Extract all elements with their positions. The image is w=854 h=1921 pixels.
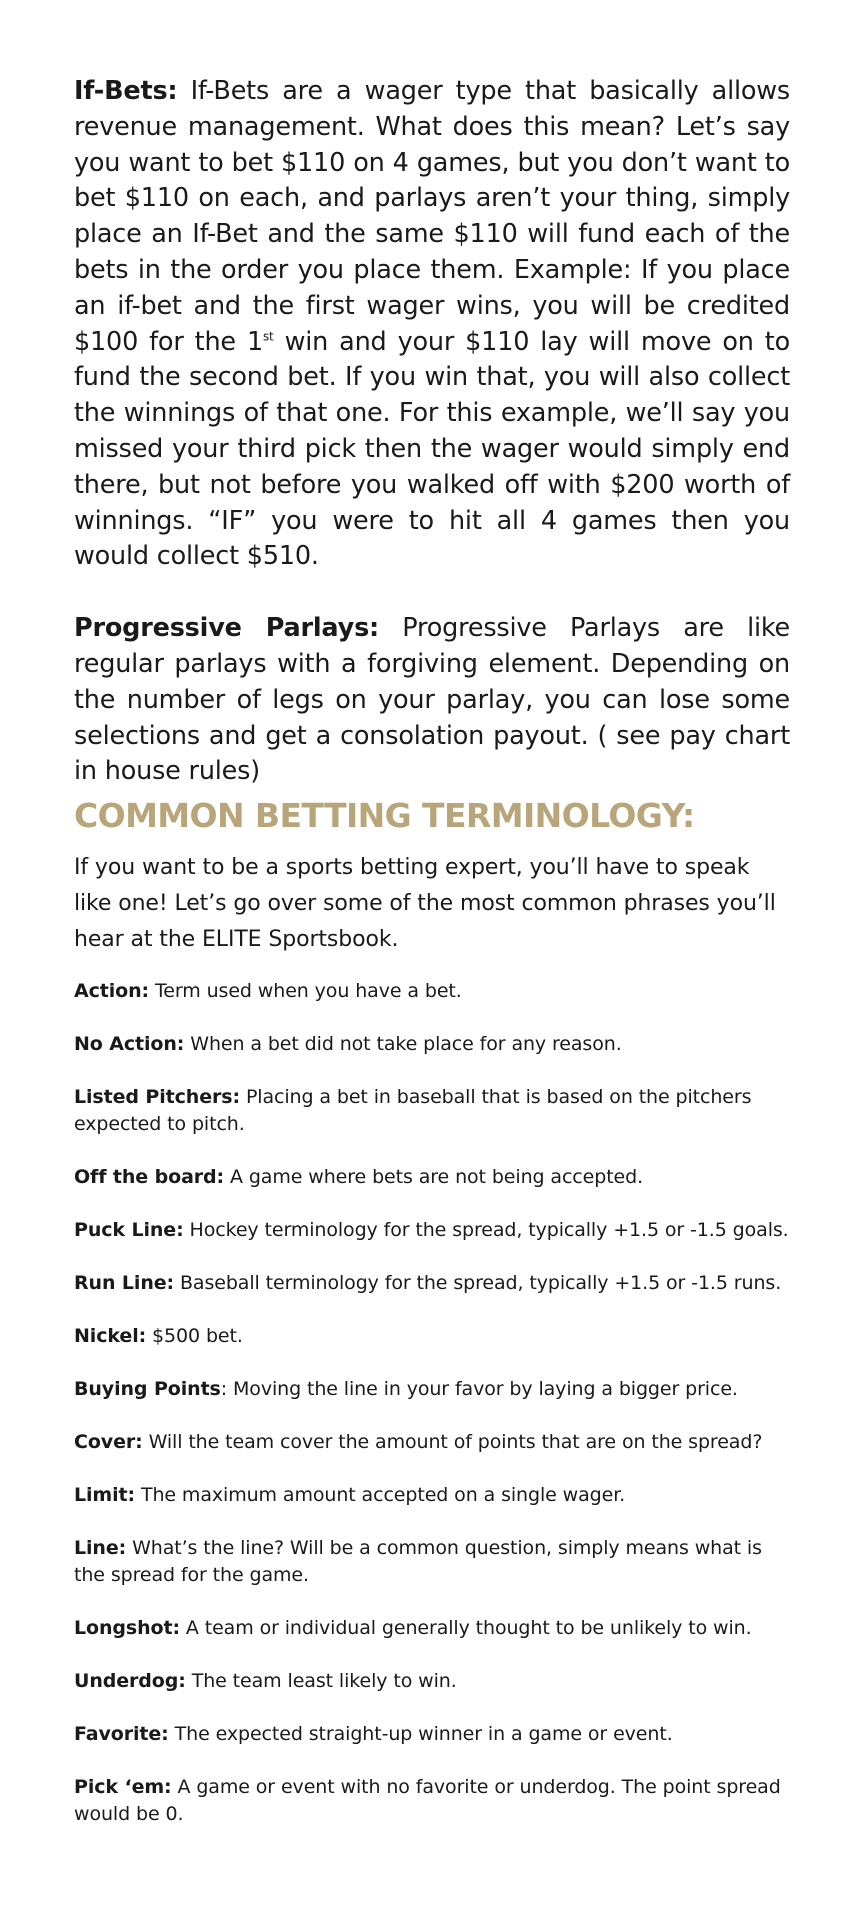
- terms-list: [74, 978, 790, 1828]
- term-definition: : Moving the line in your favor by laying a bigger price.: [220, 1378, 738, 1401]
- term-definition: What’s the line? Will be a common question, simply means what is the spread for the game.: [74, 1537, 762, 1587]
- term-item: [74, 1323, 790, 1350]
- term-definition: Term used when you have a bet.: [149, 980, 462, 1003]
- document-page: [74, 74, 790, 1854]
- term-definition: Hockey terminology for the spread, typically +1.5 or -1.5 goals.: [183, 1219, 789, 1242]
- term-item: [74, 1164, 790, 1191]
- ordinal-superscript: st: [262, 329, 274, 344]
- term-label: Run Line:: [74, 1272, 175, 1295]
- term-label: Action:: [74, 980, 150, 1003]
- term-item: [74, 978, 790, 1005]
- terminology-heading: COMMON BETTING TERMINOLOGY:: [74, 796, 695, 836]
- term-item: [74, 1721, 790, 1748]
- term-label: Puck Line:: [74, 1219, 184, 1242]
- term-item: [74, 1376, 790, 1403]
- term-definition: Baseball terminology for the spread, typically +1.5 or -1.5 runs.: [174, 1272, 782, 1295]
- term-item: [74, 1217, 790, 1244]
- term-label: Cover:: [74, 1431, 143, 1454]
- term-definition: A team or individual generally thought to be unlikely to win.: [179, 1617, 752, 1640]
- term-label: Nickel:: [74, 1325, 147, 1348]
- term-definition: A game where bets are not being accepted.: [224, 1166, 644, 1189]
- term-label: Underdog:: [74, 1670, 186, 1693]
- term-item: [74, 1429, 790, 1456]
- progressive-parlays-paragraph: [74, 611, 790, 790]
- progressive-parlays-label: Progressive Parlays:: [74, 613, 380, 644]
- term-definition: A game or event with no favorite or underdog. The point spread would be 0.: [74, 1776, 781, 1826]
- term-definition: When a bet did not take place for any reason.: [184, 1033, 622, 1056]
- term-label: Favorite:: [74, 1723, 169, 1746]
- term-item: [74, 1031, 790, 1058]
- term-definition: Will the team cover the amount of points that are on the spread?: [142, 1431, 763, 1454]
- term-item: [74, 1482, 790, 1509]
- term-item: [74, 1774, 790, 1828]
- term-definition: The maximum amount accepted on a single wager.: [135, 1484, 626, 1507]
- term-item: [74, 1084, 790, 1138]
- term-item: [74, 1668, 790, 1695]
- term-item: [74, 1535, 790, 1589]
- term-label: Line:: [74, 1537, 127, 1560]
- term-label: Longshot:: [74, 1617, 180, 1640]
- term-definition: $500 bet.: [146, 1325, 243, 1348]
- progressive-parlays-text: Progressive Parlays are like regular parlays with a forgiving element. Depending on the number of legs on your parlay, you can lose some selections and get a consolation payout. ( see pay chart in house rules): [74, 613, 790, 787]
- term-label: Pick ‘em:: [74, 1776, 172, 1799]
- if-bets-text: If-Bets are a wager type that basically allows revenue management. What does this mean? Let’s say you want to bet $110 on 4 games, but you don’t want to bet $110 on each, and parlays aren’t your thing, simply place an If-Bet and the same $110 will fund each of the bets in the order you place them. Example: If you place an if-bet and the first wager wins, you will be credited $100 for the 1: [74, 76, 790, 357]
- terminology-intro: If you want to be a sports betting expert, you’ll have to speak like one! Let’s go over some of the most common phrases you’ll hear at the ELITE Sportsbook.: [74, 855, 776, 953]
- term-label: Limit:: [74, 1484, 136, 1507]
- term-definition: The team least likely to win.: [185, 1670, 457, 1693]
- if-bets-label: If-Bets:: [74, 76, 178, 106]
- term-definition: Placing a bet in baseball that is based on the pitchers expected to pitch.: [74, 1086, 752, 1136]
- if-bets-paragraph: [74, 74, 790, 575]
- term-item: [74, 1270, 790, 1297]
- term-label: Off the board:: [74, 1166, 225, 1189]
- term-label: No Action:: [74, 1033, 185, 1056]
- term-definition: The expected straight-up winner in a game or event.: [168, 1723, 673, 1746]
- term-label: Listed Pitchers:: [74, 1086, 240, 1109]
- term-item: [74, 1615, 790, 1642]
- term-label: Buying Points: [74, 1378, 221, 1401]
- paragraph-spacer: [74, 575, 790, 611]
- if-bets-text-continued: win and your $110 lay will move on to fund the second bet. If you win that, you will also collect the winnings of that one. For this example, we’ll say you missed your third pick then the wager would simply end there, but not before you walked off with $200 worth of winnings. “IF” you were to hit all 4 games then you would collect $510.: [74, 326, 790, 572]
